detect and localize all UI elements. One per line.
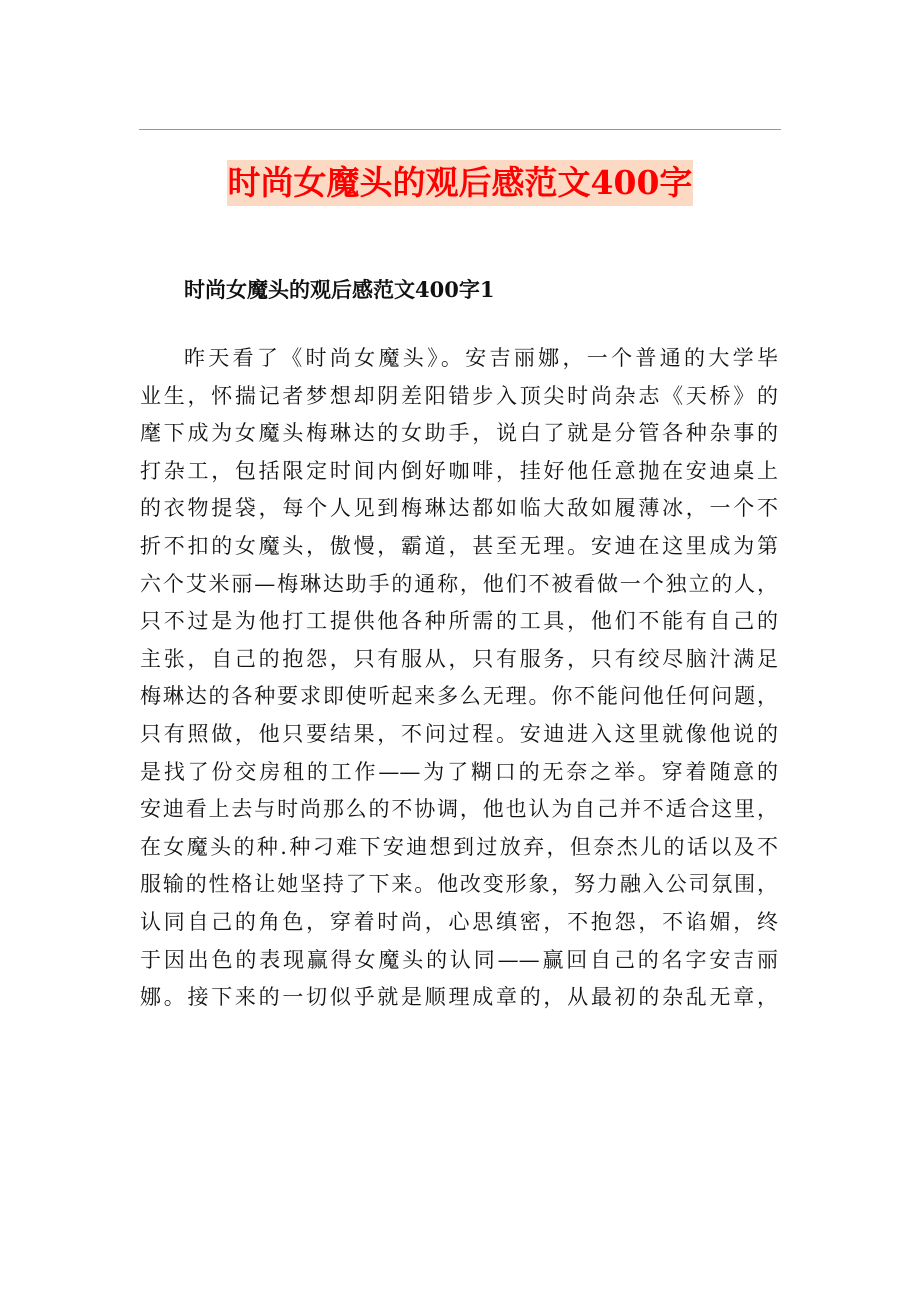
body-paragraph [140, 340, 778, 1017]
text-line: 认同自己的角色，穿着时尚，心思缜密，不抱怨，不谄媚，终 [140, 909, 778, 934]
text-line: 打杂工，包括限定时间内倒好咖啡，挂好他任意抛在安迪桌上 [140, 458, 778, 483]
text-line: 昨天看了《时尚女魔头》。安吉丽娜，一个普通的大学毕 [184, 346, 778, 370]
text-line: 的衣物提袋，每个人见到梅琳达都如临大敌如履薄冰，一个不 [140, 496, 778, 521]
text-line: 只有照做，他只要结果，不问过程。安迪进入这里就像他说的 [140, 721, 778, 746]
text-line: 于因出色的表现赢得女魔头的认同——赢回自己的名字安吉丽 [140, 947, 778, 972]
header-rule [139, 129, 781, 130]
text-line: 麾下成为女魔头梅琳达的女助手，说白了就是分管各种杂事的 [140, 421, 778, 446]
text-line: 在女魔头的种.种刁难下安迪想到过放弃，但奈杰儿的话以及不 [140, 834, 778, 859]
text-line: 安迪看上去与时尚那么的不协调，他也认为自己并不适合这里， [140, 797, 778, 822]
text-line: 是找了份交房租的工作——为了糊口的无奈之举。穿着随意的 [140, 759, 778, 784]
text-line: 六个艾米丽—梅琳达助手的通称，他们不被看做一个独立的人， [140, 571, 778, 596]
text-line: 业生，怀揣记者梦想却阴差阳错步入顶尖时尚杂志《天桥》的 [140, 383, 778, 408]
text-line: 梅琳达的各种要求即使听起来多么无理。你不能问他任何问题， [140, 684, 778, 709]
title-container [0, 160, 920, 206]
section-heading: 时尚女魔头的观后感范文400字1 [184, 277, 495, 302]
text-line: 只不过是为他打工提供他各种所需的工具，他们不能有自己的 [140, 609, 778, 634]
text-line: 娜。接下来的一切似乎就是顺理成章的，从最初的杂乱无章， [140, 985, 778, 1010]
document-title: 时尚女魔头的观后感范文400字 [227, 160, 694, 206]
text-line: 主张，自己的抱怨，只有服从，只有服务，只有绞尽脑汁满足 [140, 646, 778, 671]
text-line: 折不扣的女魔头，傲慢，霸道，甚至无理。安迪在这里成为第 [140, 533, 778, 558]
text-line: 服输的性格让她坚持了下来。他改变形象，努力融入公司氛围， [140, 872, 778, 897]
